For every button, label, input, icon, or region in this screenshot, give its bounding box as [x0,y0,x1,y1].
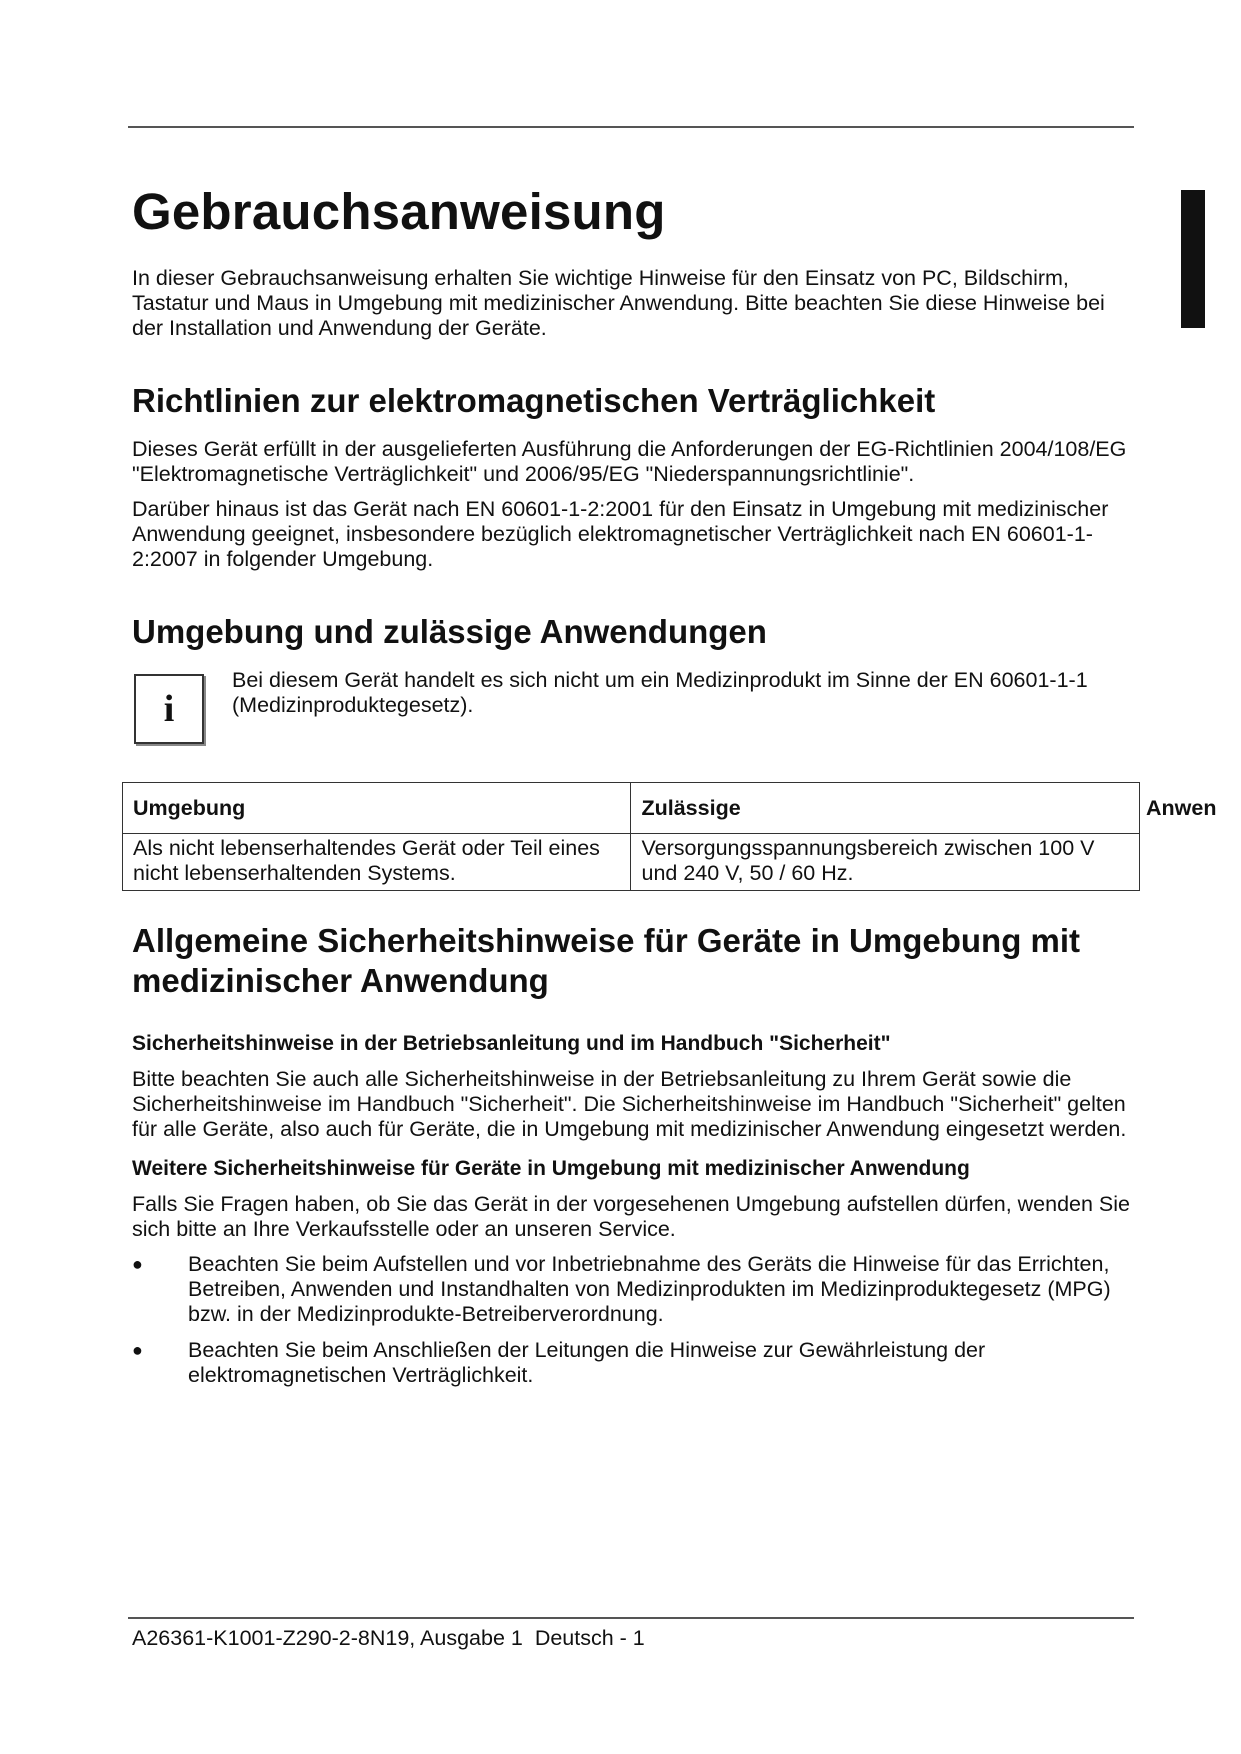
section-thumb-tab [1181,190,1205,328]
safety-heading: Allgemeine Sicherheitshinweise für Geräte in Umgebung mit medizinischer Anwendung [132,922,1081,999]
safety-subheading-2: Weitere Sicherheitshinweise für Geräte in Umgebung mit medizinischer Anwendung [132,1157,970,1180]
info-note-text: Bei diesem Gerät handelt es sich nicht um ein Medizinprodukt im Sinne der EN 60601-1-1 (Medizinproduktegesetz). [232,668,1088,717]
environment-table [122,782,1140,891]
table-header-cell: Umgebung [123,783,631,834]
info-note [132,668,1134,748]
header-rule [128,126,1134,128]
page-content [132,180,1217,1399]
list-item-text: Beachten Sie beim Aufstellen und vor Inbetriebnahme des Geräts die Hinweise für das Errichten, Betreiben, Anwenden und Instandhalten von Medizinprodukten im Medizinproduktegesetz (MPG) bzw. in der Medizinprodukte-Betreiberverordnung. [188,1252,1111,1326]
footer-page-number: Deutsch - 1 [534,1626,645,1650]
footer-doc-id: A26361-K1001-Z290-2-8N19, Ausgabe 1 [132,1626,523,1650]
emv-heading: Richtlinien zur elektromagnetischen Verträglichkeit [132,382,936,419]
table-header-overflow: Anwen [1146,796,1217,820]
list-item-text: Beachten Sie beim Anschließen der Leitungen die Hinweise zur Gewährleistung der elektromagnetischen Verträglichkeit. [188,1338,986,1387]
environment-heading: Umgebung und zulässige Anwendungen [132,613,767,650]
table-header-cell: Zulässige [631,783,1140,834]
page-title: Gebrauchsanweisung [132,183,666,240]
info-icon: i [134,674,204,744]
environment-table-wrapper [132,782,1217,891]
intro-paragraph: In dieser Gebrauchsanweisung erhalten Sie wichtige Hinweise für den Einsatz von PC, Bildschirm, Tastatur und Maus in Umgebung mit medizinischer Anwendung. Bitte beachten Sie diese Hinweise bei der Installation und Anwendung der Geräte. [132,266,1105,340]
bullet-icon: ● [132,1340,143,1360]
table-cell: Versorgungsspannungsbereich zwischen 100 V und 240 V, 50 / 60 Hz. [631,834,1140,891]
bullet-icon: ● [132,1254,143,1274]
table-cell: Als nicht lebenserhaltendes Gerät oder Teil eines nicht lebenserhaltenden Systems. [123,834,631,891]
list-item [132,1252,1134,1327]
table-row [123,834,1140,891]
safety-paragraph-2: Falls Sie Fragen haben, ob Sie das Gerät in der vorgesehenen Umgebung aufstellen dürfen, wenden Sie sich bitte an Ihre Verkaufsstelle oder an unseren Service. [132,1192,1130,1241]
page-footer [132,1626,645,1651]
emv-paragraph-2: Darüber hinaus ist das Gerät nach EN 60601-1-2:2001 für den Einsatz in Umgebung mit medizinischer Anwendung geeignet, insbesondere bezüglich elektromagnetischer Verträglichkeit nach EN 60601-1-2:2007 in folgender Umgebung. [132,497,1109,571]
safety-bullet-list [132,1252,1134,1388]
footer-rule [128,1617,1134,1619]
safety-paragraph-1: Bitte beachten Sie auch alle Sicherheitshinweise in der Betriebsanleitung zu Ihrem Gerät sowie die Sicherheitshinweise im Handbuch "Sicherheit". Die Sicherheitshinweise im Handbuch "Sicherheit" gelten für alle Geräte, also auch für Geräte, die in Umgebung mit medizinischer Anwendung eingesetzt werden. [132,1067,1127,1141]
table-header-row [123,783,1140,834]
safety-subheading-1: Sicherheitshinweise in der Betriebsanleitung und im Handbuch "Sicherheit" [132,1032,891,1055]
list-item [132,1338,1134,1388]
emv-paragraph-1: Dieses Gerät erfüllt in der ausgelieferten Ausführung die Anforderungen der EG-Richtlinien 2004/108/EG "Elektromagnetische Verträglichkeit" und 2006/95/EG "Niederspannungsrichtlinie". [132,437,1127,486]
